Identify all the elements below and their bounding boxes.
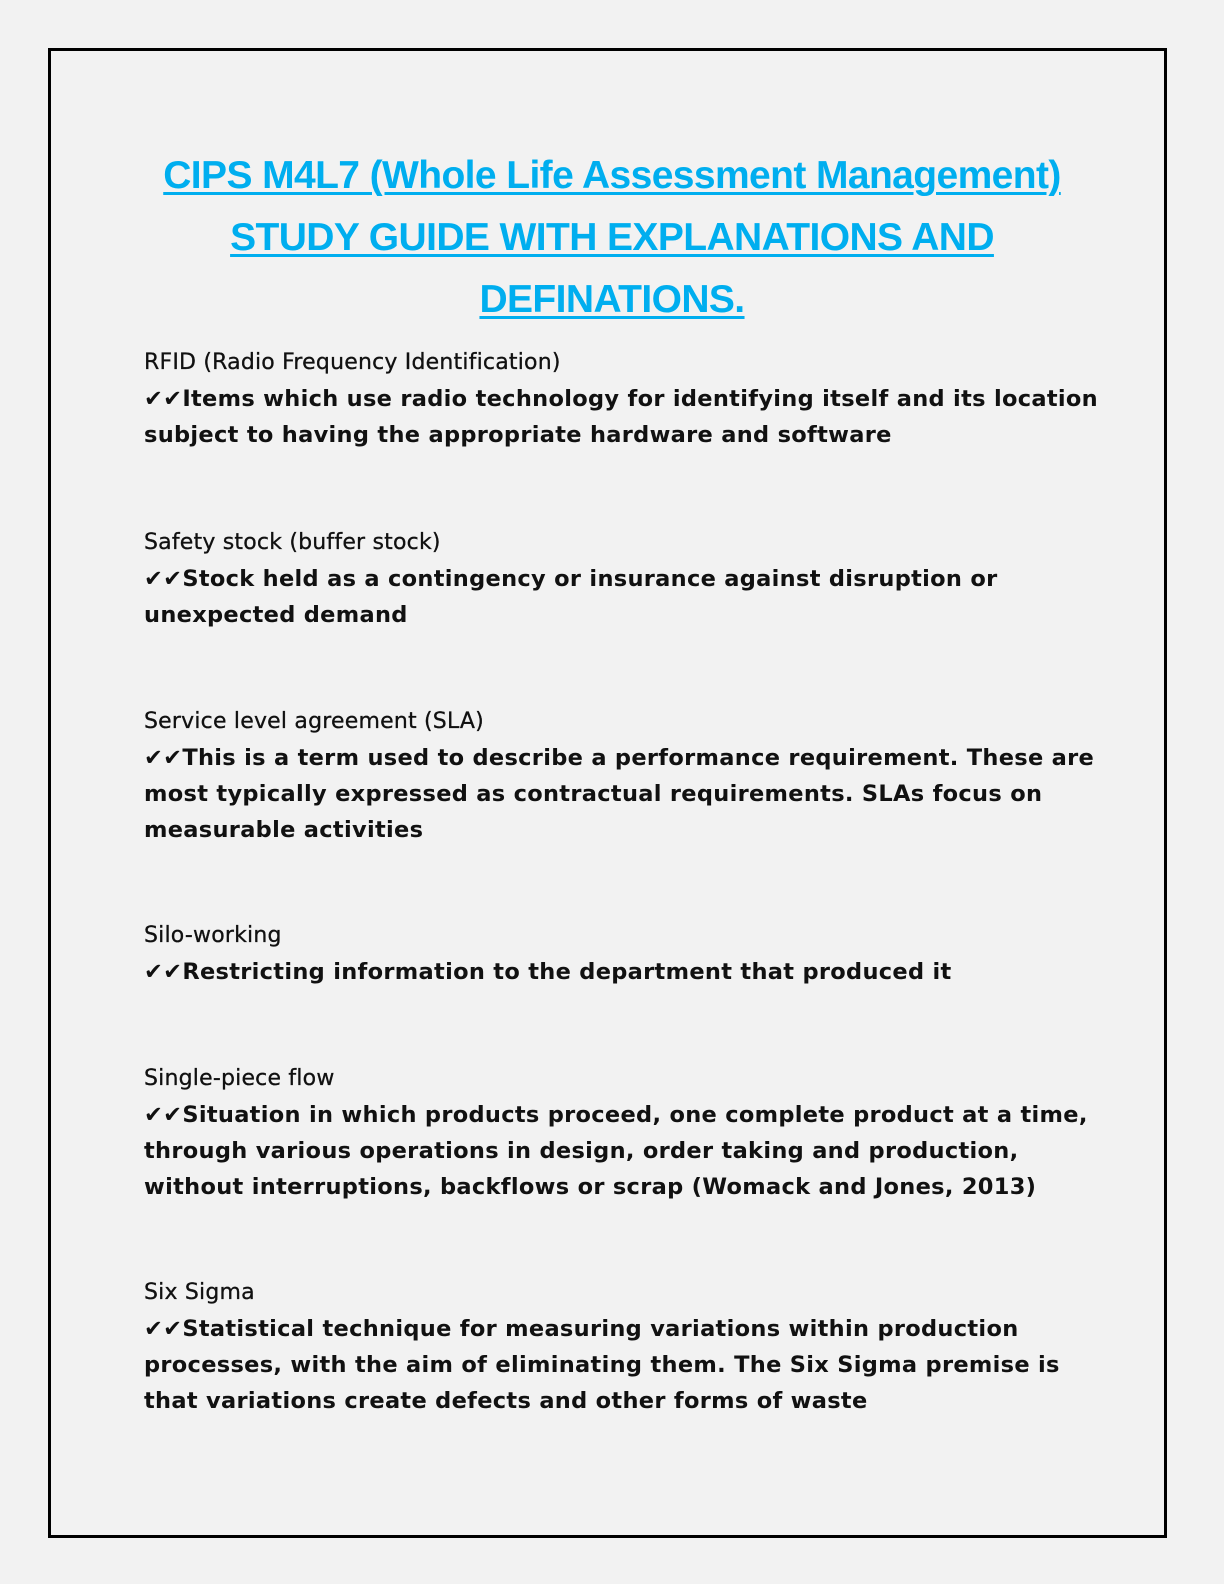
glossary-entry (144, 345, 1104, 453)
entry-term: Silo-working (144, 923, 282, 948)
definition-text: This is a term used to describe a performance requirement. These are most typically expressed as contractual requirements. SLAs focus on measurable activities (144, 745, 1095, 843)
glossary-entry (144, 704, 1104, 848)
double-check-icon: ✔✔ (144, 386, 183, 412)
entry-definition (144, 954, 1104, 990)
double-check-icon: ✔✔ (144, 959, 183, 985)
entry-term: Service level agreement (SLA) (144, 709, 484, 734)
glossary-entry (144, 1061, 1104, 1205)
document-title: CIPS M4L7 (Whole Life Assessment Management) STUDY GUIDE WITH EXPLANATIONS AND DEFINATIONS. (163, 154, 1061, 321)
entry-term: RFID (Radio Frequency Identification) (144, 350, 561, 375)
entry-definition (144, 561, 1104, 633)
entry-term: Safety stock (buffer stock) (144, 530, 441, 555)
definition-text: Stock held as a contingency or insurance against disruption or unexpected demand (144, 566, 998, 628)
glossary-entry (144, 918, 1104, 990)
entry-definition (144, 740, 1104, 848)
double-check-icon: ✔✔ (144, 745, 183, 771)
glossary-entry (144, 1275, 1104, 1419)
glossary-entry (144, 525, 1104, 633)
entry-term: Six Sigma (144, 1280, 255, 1305)
double-check-icon: ✔✔ (144, 566, 183, 592)
entry-term: Single-piece flow (144, 1066, 335, 1091)
definition-text: Restricting information to the department that produced it (182, 959, 952, 985)
definition-text: Items which use radio technology for identifying itself and its location subject to having the appropriate hardware and software (144, 386, 1098, 448)
entry-definition (144, 1097, 1104, 1205)
entry-definition (144, 1311, 1104, 1419)
definition-text: Situation in which products proceed, one complete product at a time, through various operations in design, order taking and production, without interruptions, backflows or scrap (Womack and Jones, 2013) (144, 1102, 1088, 1200)
double-check-icon: ✔✔ (144, 1316, 183, 1342)
double-check-icon: ✔✔ (144, 1102, 183, 1128)
definition-text: Statistical technique for measuring variations within production processes, with the aim of eliminating them. The Six Sigma premise is that variations create defects and other forms of waste (144, 1316, 1060, 1414)
entry-definition (144, 381, 1104, 453)
